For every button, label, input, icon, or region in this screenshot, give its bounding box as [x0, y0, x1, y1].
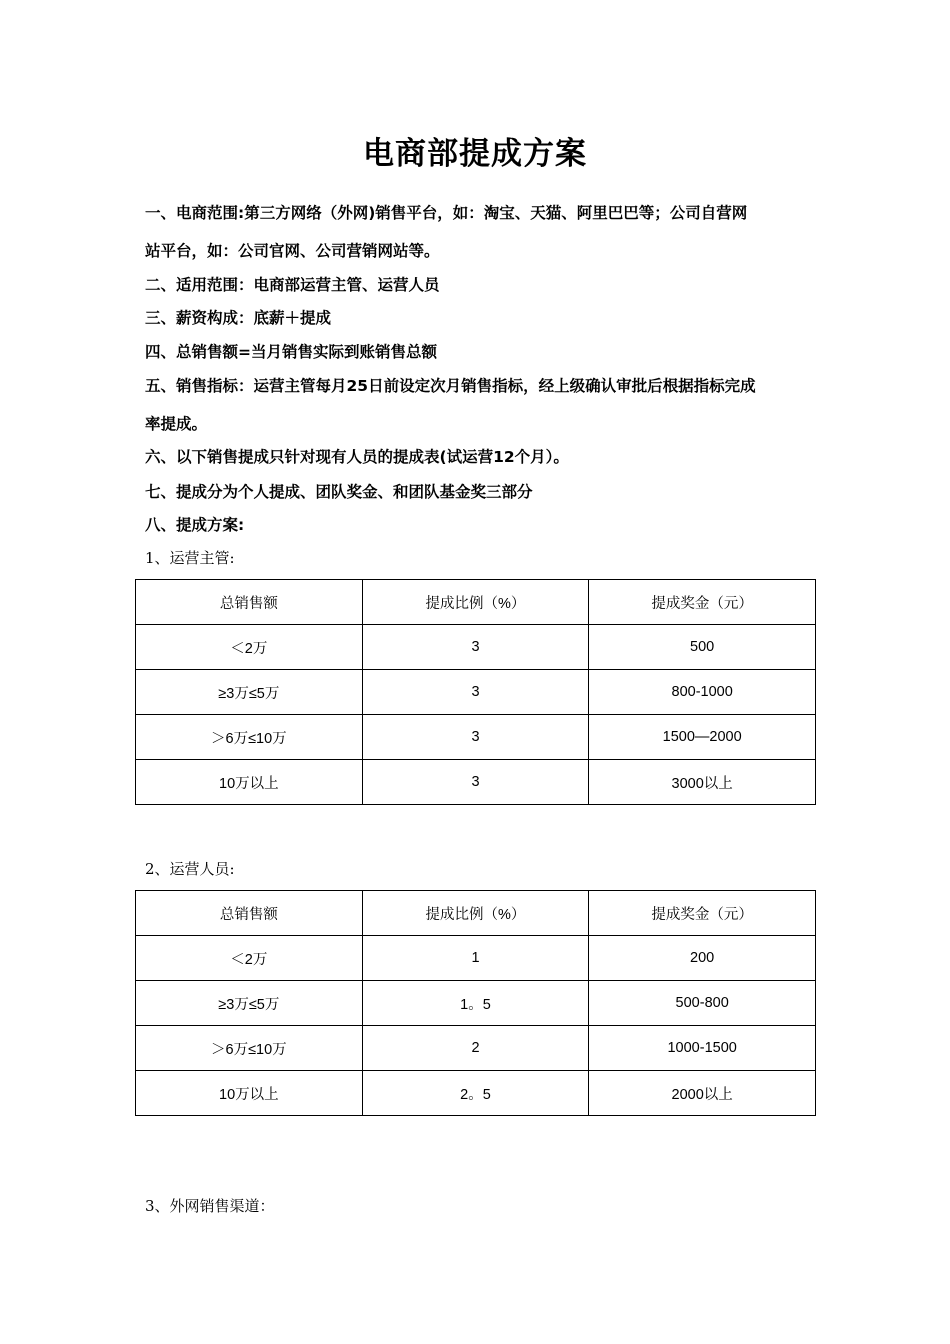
cell-rate: 1。5	[362, 981, 589, 1026]
paragraph-plan: 八、提成方案:	[145, 516, 245, 534]
cell-rate: 3	[362, 715, 589, 760]
supervisor-commission-table	[135, 579, 816, 805]
table-row	[136, 715, 816, 760]
cell-sales: 10万以上	[136, 1071, 363, 1116]
header-commission-bonus: 提成奖金（元）	[589, 580, 816, 625]
cell-bonus: 1000-1500	[589, 1026, 816, 1071]
cell-bonus: 500	[589, 625, 816, 670]
table-row	[136, 1071, 816, 1116]
cell-rate: 1	[362, 936, 589, 981]
cell-bonus: 800-1000	[589, 670, 816, 715]
cell-bonus: 1500—2000	[589, 715, 816, 760]
table-row	[136, 936, 816, 981]
cell-sales: ＞6万≤10万	[136, 1026, 363, 1071]
paragraph-sales-target-cont: 率提成。	[145, 415, 208, 433]
paragraph-applicable: 二、适用范围：电商部运营主管、运营人员	[145, 276, 440, 294]
staff-commission-table	[135, 890, 816, 1116]
cell-rate: 3	[362, 670, 589, 715]
header-total-sales: 总销售额	[136, 891, 363, 936]
section3-heading: 3、外网销售渠道：	[145, 1197, 275, 1215]
header-commission-rate: 提成比例（%）	[362, 580, 589, 625]
cell-bonus: 2000以上	[589, 1071, 816, 1116]
cell-sales: ≥3万≤5万	[136, 670, 363, 715]
table-header-row	[136, 891, 816, 936]
paragraph-sales-target: 五、销售指标：运营主管每月25日前设定次月销售指标，经上级确认审批后根据指标完成	[145, 377, 756, 395]
paragraph-commission-note: 六、以下销售提成只针对现有人员的提成表(试运营12个月）。	[145, 448, 569, 466]
paragraph-total-sales: 四、总销售额=当月销售实际到账销售总额	[145, 343, 437, 361]
cell-bonus: 200	[589, 936, 816, 981]
paragraph-salary: 三、薪资构成：底薪＋提成	[145, 309, 332, 327]
paragraph-scope-cont: 站平台，如：公司官网、公司营销网站等。	[145, 242, 440, 260]
cell-sales: ＜2万	[136, 625, 363, 670]
table1-heading: 1、运营主管:	[145, 549, 235, 567]
cell-sales: 10万以上	[136, 760, 363, 805]
cell-rate: 3	[362, 625, 589, 670]
cell-bonus: 3000以上	[589, 760, 816, 805]
cell-sales: ＞6万≤10万	[136, 715, 363, 760]
table-row	[136, 625, 816, 670]
table2-heading: 2、运营人员:	[145, 860, 235, 878]
cell-sales: ＜2万	[136, 936, 363, 981]
header-total-sales: 总销售额	[136, 580, 363, 625]
table-header-row	[136, 580, 816, 625]
document-title: 电商部提成方案	[363, 136, 587, 172]
cell-sales: ≥3万≤5万	[136, 981, 363, 1026]
table-row	[136, 1026, 816, 1071]
cell-rate: 2	[362, 1026, 589, 1071]
cell-rate: 2。5	[362, 1071, 589, 1116]
table-row	[136, 981, 816, 1026]
header-commission-rate: 提成比例（%）	[362, 891, 589, 936]
cell-rate: 3	[362, 760, 589, 805]
table-row	[136, 760, 816, 805]
table-row	[136, 670, 816, 715]
paragraph-commission-parts: 七、提成分为个人提成、团队奖金、和团队基金奖三部分	[145, 483, 533, 501]
header-commission-bonus: 提成奖金（元）	[589, 891, 816, 936]
paragraph-scope: 一、电商范围:第三方网络（外网)销售平台，如：淘宝、天猫、阿里巴巴等；公司自营网	[145, 204, 748, 222]
cell-bonus: 500-800	[589, 981, 816, 1026]
